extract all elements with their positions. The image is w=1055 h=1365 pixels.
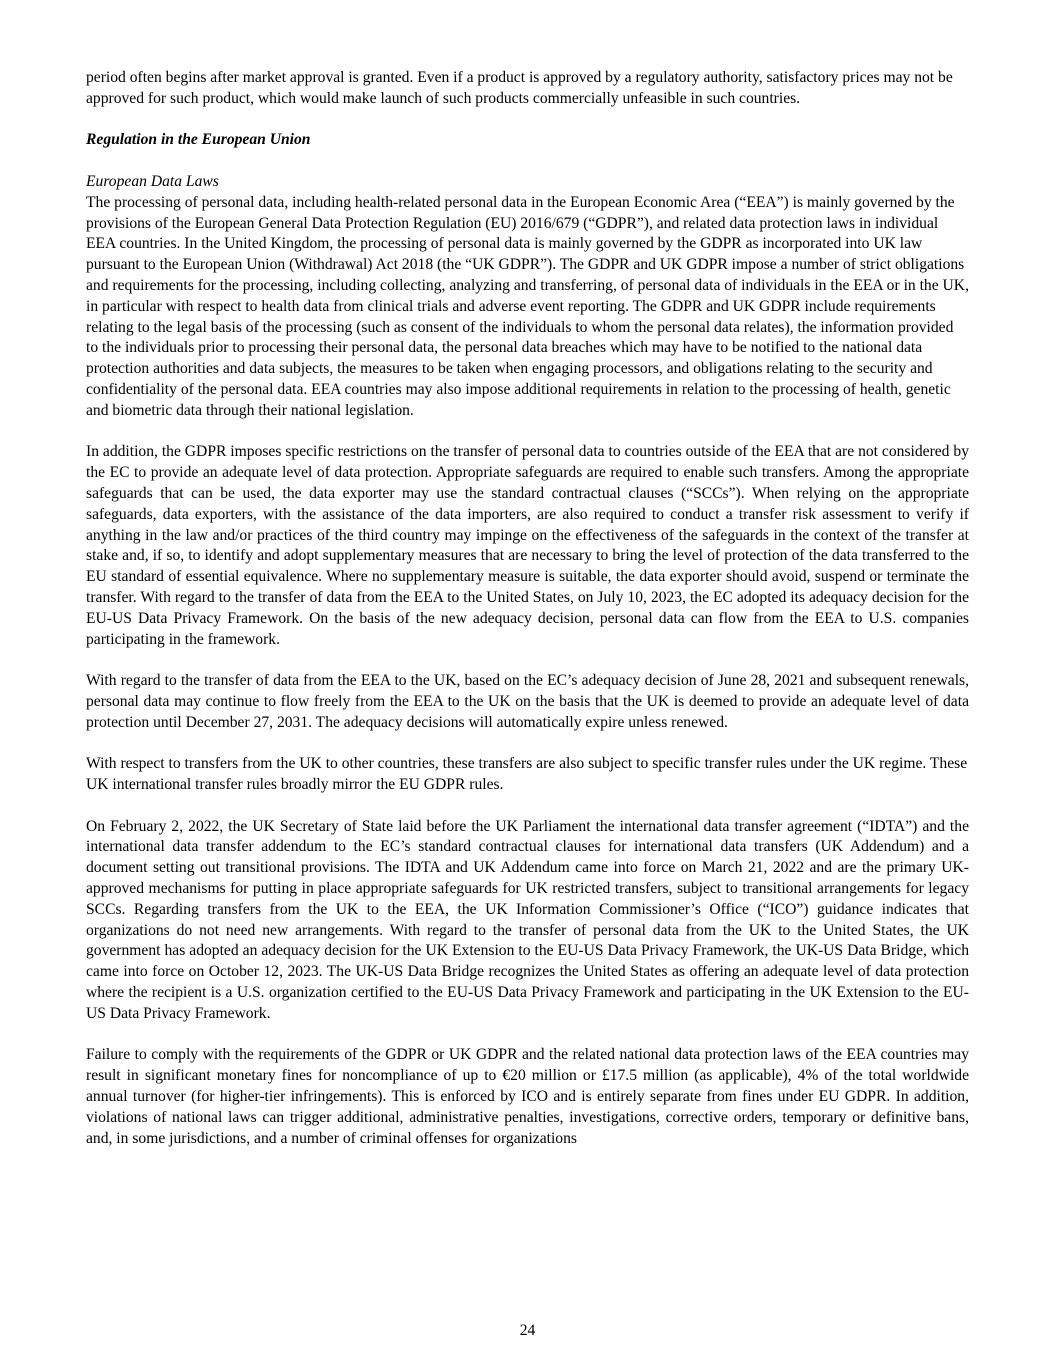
paragraph-idta: On February 2, 2022, the UK Secretary of State laid before the UK Parliament the international data transfer agreement (“IDTA”) and the international data transfer addendum to the EC’s standard contractual clauses for international data transfers (UK Addendum) and a document setting out transitional provisions. The IDTA and UK Addendum came into force on March 21, 2022 and are the primary UK-approved mechanisms for putting in place appropriate safeguards for UK restricted transfers, subject to transitional arrangements for legacy SCCs. Regarding transfers from the UK to the EEA, the UK Information Commissioner’s Office (“ICO”) guidance indicates that organizations do not need new arrangements. With regard to the transfer of personal data from the UK to the United States, the UK government has adopted an adequacy decision for the UK Extension to the EU-US Data Privacy Framework, the UK-US Data Bridge, which came into force on October 12, 2023. The UK-US Data Bridge recognizes the United States as offering an adequate level of data protection where the recipient is a U.S. organization certified to the EU-US Data Privacy Framework and participating in the UK Extension to the EU-US Data Privacy Framework. (86, 817, 969, 1022)
intro-paragraph: period often begins after market approval is granted. Even if a product is approved by a regulatory authority, satisfactory prices may not be approved for such product, which would make launch of such products commercially unfeasible in such countries. (86, 69, 953, 107)
document-page (86, 68, 969, 1149)
section-heading: Regulation in the European Union (86, 131, 311, 149)
paragraph-eea-to-uk: With regard to the transfer of data from the EEA to the UK, based on the EC’s adequacy decision of June 28, 2021 and subsequent renewals, personal data may continue to flow freely from the EEA to the UK on the basis that the UK is deemed to provide an adequate level of data protection until December 27, 2031. The adequacy decisions will automatically expire unless renewed. (86, 672, 969, 731)
paragraph-transfer-restrictions: In addition, the GDPR imposes specific restrictions on the transfer of personal data to countries outside of the EEA that are not considered by the EC to provide an adequate level of data protection. Appropriate safeguards are required to enable such transfers. Among the appropriate safeguards that can be used, the data exporter may use the standard contractual clauses (“SCCs”). When relying on the appropriate safeguards, data exporters, with the assistance of the data importers, are also required to conduct a transfer risk assessment to verify if anything in the law and/or practices of the third country may impinge on the effectiveness of the safeguards in the context of the transfer at stake and, if so, to identify and adopt supplementary measures that are necessary to bring the level of protection of the data transferred to the EU standard of essential equivalence. Where no supplementary measure is suitable, the data exporter should avoid, suspend or terminate the transfer. With regard to the transfer of data from the EEA to the United States, on July 10, 2023, the EC adopted its adequacy decision for the EU-US Data Privacy Framework. On the basis of the new adequacy decision, personal data can flow from the EEA to U.S. companies participating in the framework. (86, 443, 969, 648)
paragraph-fines: Failure to comply with the requirements of the GDPR or UK GDPR and the related national data protection laws of the EEA countries may result in significant monetary fines for noncompliance of up to €20 million or £17.5 million (as applicable), 4% of the total worldwide annual turnover (for higher-tier infringements). This is enforced by ICO and is entirely separate from fines under EU GDPR. In addition, violations of national laws can trigger additional, administrative penalties, investigations, corrective orders, temporary or definitive bans, and, in some jurisdictions, and a number of criminal offenses for organizations (86, 1046, 969, 1147)
page-number: 24 (519, 1322, 536, 1339)
paragraph-uk-transfers: With respect to transfers from the UK to other countries, these transfers are also subject to specific transfer rules under the UK regime. These UK international transfer rules broadly mirror the EU GDPR rules. (86, 755, 968, 794)
paragraph-eea-processing: The processing of personal data, including health-related personal data in the European Economic Area (“EEA”) is mainly governed by the provisions of the European General Data Protection Regulation (EU) 2016/679 (“GDPR”), and related data protection laws in individual EEA countries. In the United Kingdom, the processing of personal data is mainly governed by the GDPR as incorporated into UK law pursuant to the European Union (Withdrawal) Act 2018 (the “UK GDPR”). The GDPR and UK GDPR impose a number of strict obligations and requirements for the processing, including collecting, analyzing and transferring, of personal data of individuals in the EEA or in the UK, in particular with respect to health data from clinical trials and adverse event reporting. The GDPR and UK GDPR include requirements relating to the legal basis of the processing (such as consent of the individuals to whom the personal data relates), the information provided to the individuals prior to processing their personal data, the personal data breaches which may have to be notified to the national data protection authorities and data subjects, the measures to be taken when engaging processors, and obligations relating to the security and confidentiality of the personal data. EEA countries may also impose additional requirements in relation to the processing of health, genetic and biometric data through their national legislation. (86, 193, 969, 419)
subheading: European Data Laws (86, 172, 219, 190)
